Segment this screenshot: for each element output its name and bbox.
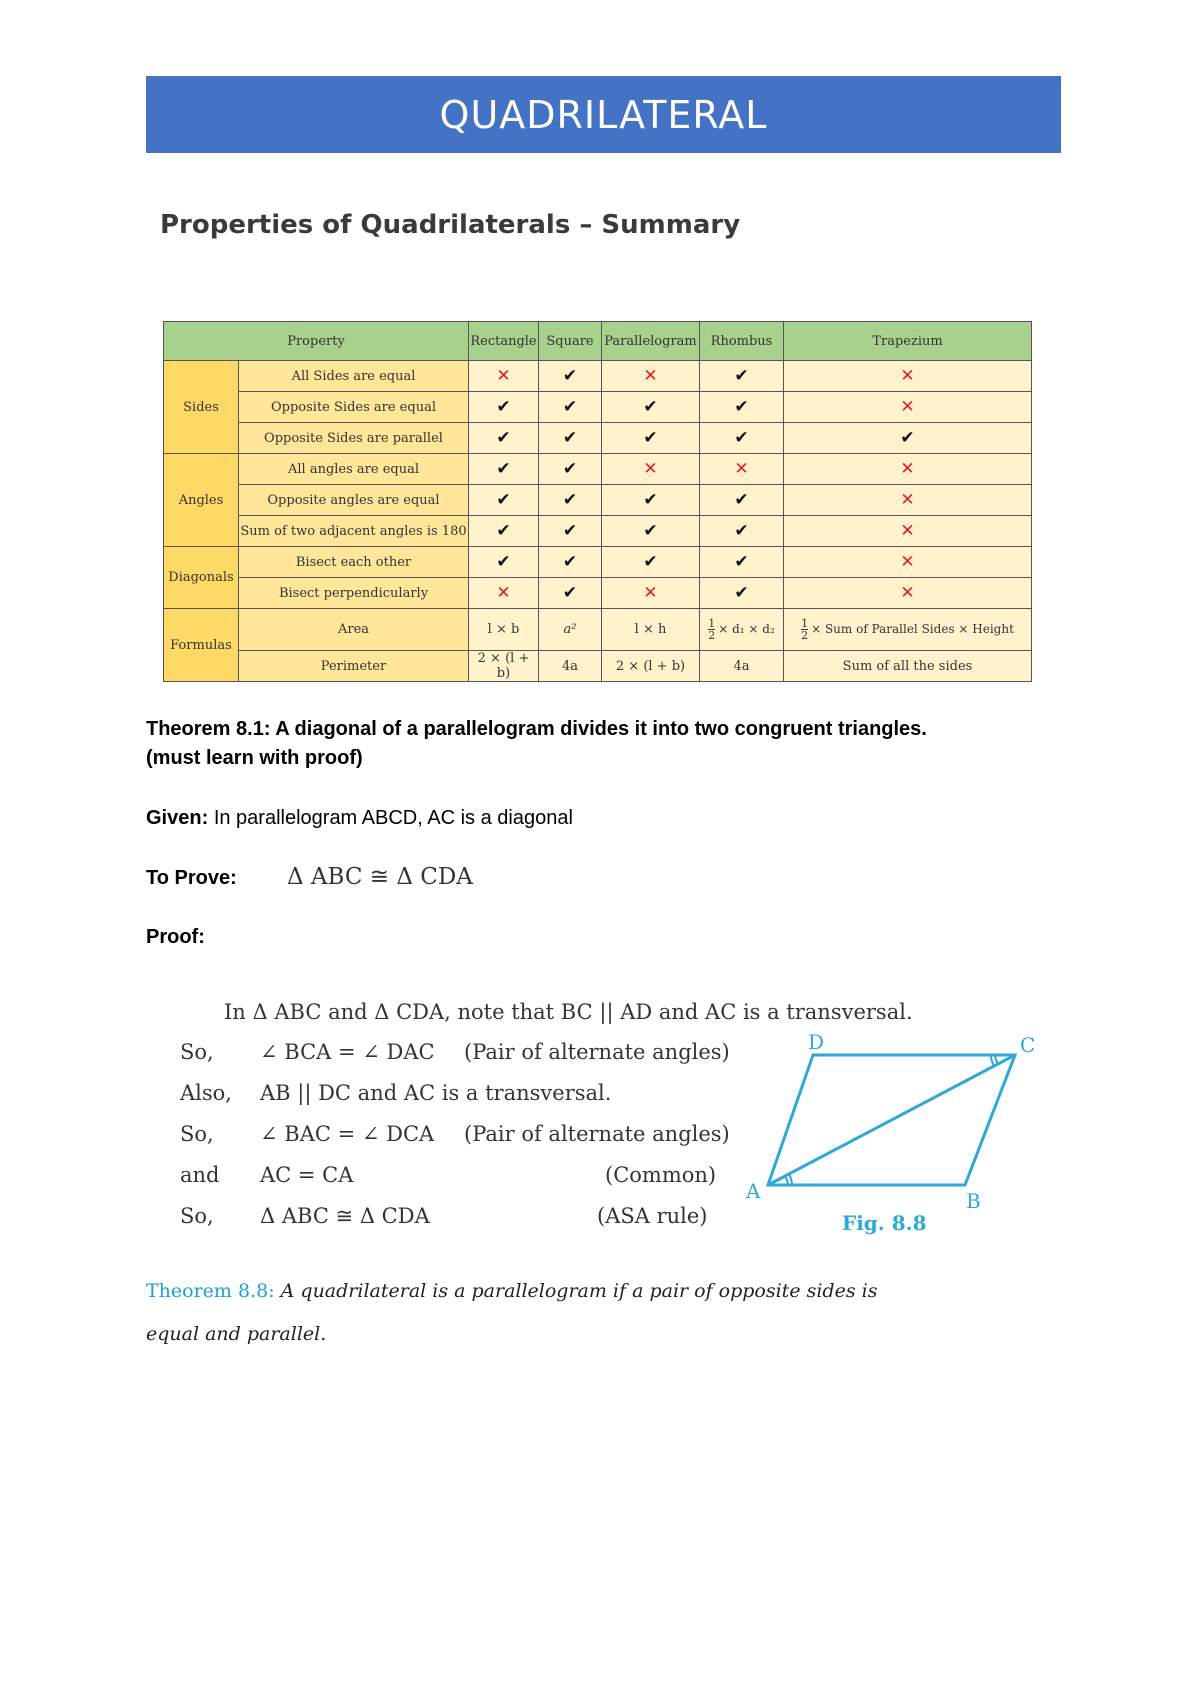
vertex-label-a: A	[746, 1179, 761, 1203]
vertex-label-c: C	[1020, 1033, 1036, 1057]
property-label: Opposite angles are equal	[239, 485, 469, 516]
fraction-numerator: 1	[708, 617, 716, 630]
fraction-denominator: 2	[801, 629, 809, 642]
formula-text: × Sum of Parallel Sides × Height	[811, 622, 1014, 636]
header-rhombus: Rhombus	[700, 322, 784, 361]
proof-step-reason: (Pair of alternate angles)	[464, 1040, 730, 1064]
fraction	[708, 618, 715, 641]
property-label: All angles are equal	[239, 454, 469, 485]
value-cell: ✕	[784, 547, 1032, 578]
value-cell: ✕	[602, 361, 700, 392]
value-cell: ✔	[539, 485, 602, 516]
group-angles: Angles	[164, 454, 239, 547]
theorem-8-1-line2: (must learn with proof)	[146, 747, 363, 769]
table-row	[164, 423, 1032, 454]
figure-caption: Fig. 8.8	[842, 1211, 927, 1235]
proof-step-statement: AC = CA	[260, 1163, 354, 1187]
value-cell: ✕	[784, 516, 1032, 547]
value-cell: ✕	[469, 578, 539, 609]
value-cell: ✕	[602, 578, 700, 609]
theorem-8-8-text: A quadrilateral is a parallelogram if a pair of opposite sides is equal and parallel.	[146, 1280, 878, 1345]
proof-step-reason: (Pair of alternate angles)	[464, 1122, 730, 1146]
properties-table	[163, 321, 1032, 682]
value-cell: ✔	[469, 485, 539, 516]
vertex-label-b: B	[966, 1189, 981, 1213]
value-cell: ✔	[602, 392, 700, 423]
value-cell: ✔	[469, 392, 539, 423]
title-banner	[146, 76, 1061, 153]
property-label: Sum of two adjacent angles is 180	[239, 516, 469, 547]
proof-step-prefix: So,	[180, 1122, 214, 1146]
table-row	[164, 485, 1032, 516]
value-cell: ✔	[784, 423, 1032, 454]
header-rectangle: Rectangle	[469, 322, 539, 361]
value-cell: ✔	[602, 547, 700, 578]
proof-step-reason: (ASA rule)	[597, 1204, 708, 1228]
proof-step-prefix: and	[180, 1163, 220, 1187]
value-cell: 2 × (l + b)	[469, 651, 539, 682]
value-cell: ✔	[469, 547, 539, 578]
fraction-denominator: 2	[708, 629, 716, 642]
value-cell: ✔	[539, 361, 602, 392]
value-cell: ✕	[602, 454, 700, 485]
value-cell: l × h	[602, 609, 700, 651]
value-cell: ✕	[784, 578, 1032, 609]
theorem-8-8-label: Theorem 8.8:	[146, 1280, 275, 1302]
property-label: Bisect perpendicularly	[239, 578, 469, 609]
value-cell: ✔	[700, 485, 784, 516]
value-cell: ✔	[602, 423, 700, 454]
value-cell: ✔	[469, 454, 539, 485]
proof-steps	[180, 1040, 740, 1260]
value-cell: ✔	[700, 547, 784, 578]
value-cell: ✔	[700, 361, 784, 392]
property-label: Bisect each other	[239, 547, 469, 578]
given-line	[146, 807, 573, 830]
value-cell	[784, 609, 1032, 651]
table-row	[164, 392, 1032, 423]
property-label: Opposite Sides are parallel	[239, 423, 469, 454]
theorem-8-8	[146, 1270, 906, 1356]
value-cell: ✕	[469, 361, 539, 392]
proof-intro: In Δ ABC and Δ CDA, note that BC || AD and AC is a transversal.	[224, 1000, 913, 1024]
fraction	[801, 618, 808, 641]
value-cell: ✔	[469, 423, 539, 454]
table-row	[164, 516, 1032, 547]
value-cell: ✔	[469, 516, 539, 547]
table-header-row	[164, 322, 1032, 361]
value-cell: ✔	[539, 392, 602, 423]
value-cell: ✔	[700, 392, 784, 423]
value-cell: ✔	[602, 485, 700, 516]
parallelogram-figure	[740, 1030, 1060, 1240]
value-cell: l × b	[469, 609, 539, 651]
to-prove-label: To Prove:	[146, 867, 237, 889]
value-cell: ✕	[784, 361, 1032, 392]
angle-mark-c2	[991, 1055, 994, 1066]
proof-step-statement: ∠ BAC = ∠ DCA	[260, 1122, 435, 1146]
given-text: In parallelogram ABCD, AC is a diagonal	[213, 807, 573, 829]
table-row	[164, 547, 1032, 578]
header-square: Square	[539, 322, 602, 361]
value-cell: ✔	[539, 423, 602, 454]
value-cell: ✕	[784, 392, 1032, 423]
value-cell: ✕	[784, 485, 1032, 516]
value-cell: ✔	[539, 454, 602, 485]
header-property: Property	[164, 322, 469, 361]
proof-step-statement: AB || DC and AC is a transversal.	[260, 1081, 612, 1105]
header-parallelogram: Parallelogram	[602, 322, 700, 361]
value-cell: ✕	[700, 454, 784, 485]
value-cell: ✔	[700, 516, 784, 547]
value-cell	[700, 609, 784, 651]
property-label: Area	[239, 609, 469, 651]
angle-mark-a2	[789, 1174, 792, 1185]
table-row	[164, 578, 1032, 609]
value-cell: 2 × (l + b)	[602, 651, 700, 682]
value-cell: ✔	[539, 516, 602, 547]
property-label: Opposite Sides are equal	[239, 392, 469, 423]
group-formulas: Formulas	[164, 609, 239, 682]
table-row	[164, 361, 1032, 392]
property-label: All Sides are equal	[239, 361, 469, 392]
proof-step-reason: (Common)	[605, 1163, 717, 1187]
proof-step-prefix: So,	[180, 1040, 214, 1064]
value-cell: ✔	[539, 578, 602, 609]
value-cell: ✔	[602, 516, 700, 547]
proof-label: Proof:	[146, 926, 205, 948]
summary-heading: Properties of Quadrilaterals – Summary	[160, 210, 741, 240]
group-sides: Sides	[164, 361, 239, 454]
value-cell: ✕	[784, 454, 1032, 485]
value-cell: Sum of all the sides	[784, 651, 1032, 682]
given-label: Given:	[146, 807, 209, 829]
to-prove-statement: Δ ABC ≅ Δ CDA	[287, 864, 473, 890]
table-row-perimeter	[164, 651, 1032, 682]
value-cell: 4a	[539, 651, 602, 682]
value-cell: ✔	[700, 578, 784, 609]
fraction-numerator: 1	[801, 617, 809, 630]
value-cell: 4a	[700, 651, 784, 682]
proof-step-statement: Δ ABC ≅ Δ CDA	[260, 1204, 430, 1228]
proof-step-statement: ∠ BCA = ∠ DAC	[260, 1040, 435, 1064]
theorem-8-1-line1: Theorem 8.1: A diagonal of a parallelogram divides it into two congruent triangles.	[146, 718, 927, 740]
vertex-label-d: D	[808, 1030, 825, 1054]
proof-step-prefix: Also,	[180, 1081, 232, 1105]
property-label: Perimeter	[239, 651, 469, 682]
proof-step-prefix: So,	[180, 1204, 214, 1228]
value-cell: a²	[539, 609, 602, 651]
table-row-area	[164, 609, 1032, 651]
header-trapezium: Trapezium	[784, 322, 1032, 361]
page-title: QUADRILATERAL	[439, 92, 768, 137]
formula-text: × d₁ × d₂	[718, 622, 775, 636]
value-cell: ✔	[700, 423, 784, 454]
group-diagonals: Diagonals	[164, 547, 239, 609]
value-cell: ✔	[539, 547, 602, 578]
table-row	[164, 454, 1032, 485]
